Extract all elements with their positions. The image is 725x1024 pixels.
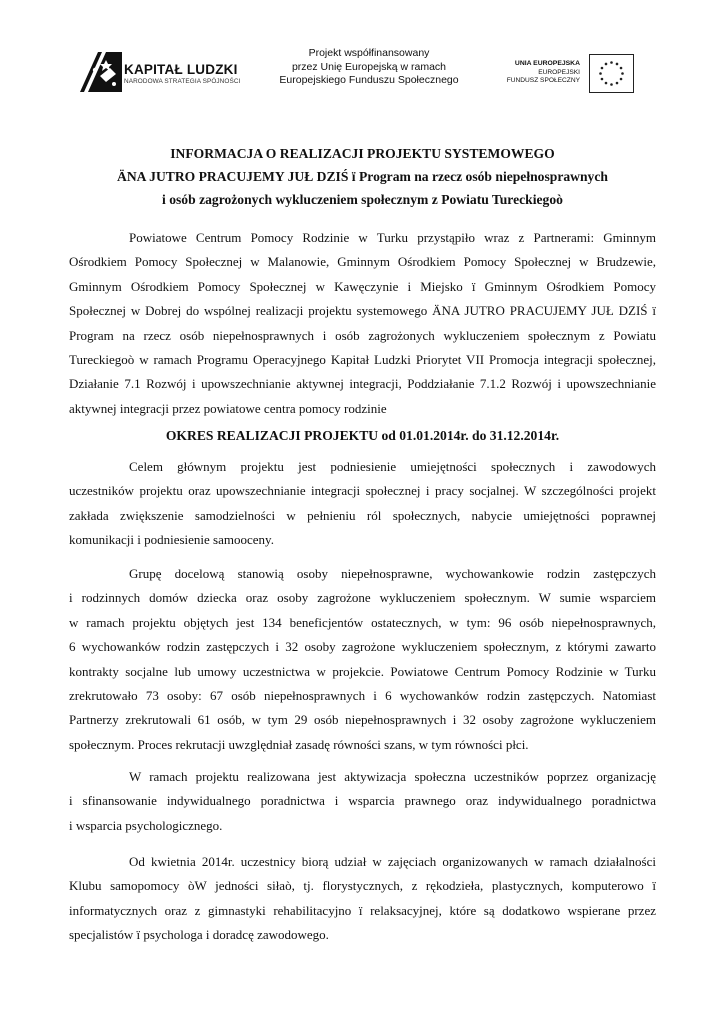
paragraph-line: specjalistów ï psychologa i doradcę zawodowego.	[69, 927, 329, 943]
eu-label-line: FUNDUSZ SPOŁECZNY	[506, 77, 580, 85]
cofinancing-line: Europejskiego Funduszu Społecznego	[279, 74, 459, 86]
paragraph-line: Partnerzy zrekrutowali 61 osób, w tym 29 osób niepełnosprawnych i 32 osoby zagrożone wykluczeniem	[69, 712, 656, 728]
eu-label-line: UNIA EUROPEJSKA	[514, 60, 580, 67]
eu-label-line: EUROPEJSKI	[538, 68, 580, 76]
project-title-continued: i osób zagrożonych wykluczeniem społecznym z Powiatu Tureckiegoò	[162, 192, 563, 207]
eu-star-icon	[601, 67, 604, 70]
paragraph-line: Klubu samopomocy òW jedności siłaò, tj. florystycznych, z rękodzieła, plastycznych, komputerowo ï	[69, 878, 656, 894]
paragraph-line: i rodzinnych domów dziecka oraz osoby zagrożone wykluczeniem społecznym. W sumie wsparciem	[69, 590, 656, 606]
kapital-ludzki-name: KAPITAŁ LUDZKI	[124, 62, 238, 77]
eu-star-icon	[605, 82, 608, 85]
paragraph-line: Działanie 7.1 Rozwój i upowszechnianie aktywnej integracji, Poddziałanie 7.1.2 Rozwój i upowszechnianie	[69, 376, 656, 392]
eu-star-icon	[616, 82, 619, 85]
eu-star-icon	[620, 67, 623, 70]
activation-paragraph	[69, 765, 656, 838]
paragraph-line: Ośrodkiem Pomocy Społecznej w Malanowie, Gminnym Ośrodkiem Pomocy Społecznej w Brudzewie,	[69, 254, 656, 270]
period-heading: OKRES REALIZACJI PROJEKTU od 01.01.2014r. do 31.12.2014r.	[165, 428, 560, 443]
paragraph-line: i wsparcia psychologicznego.	[69, 817, 223, 833]
paragraph-line: W ramach projektu realizowana jest aktywizacja społeczna uczestników poprzez organizację	[129, 769, 656, 784]
document-title: INFORMACJA O REALIZACJI PROJEKTU SYSTEMOWEGO	[170, 146, 555, 161]
paragraph-line: komunikacji i podniesienie samooceny.	[69, 532, 274, 548]
project-title: ÄNA JUTRO PRACUJEMY JUŁ DZIŚ ï Program na rzecz osób niepełnosprawnych	[117, 169, 608, 184]
paragraph-line: aktywnej integracji przez powiatowe centra pomocy rodzinie	[69, 400, 387, 416]
goal-paragraph	[69, 455, 656, 553]
eu-star-icon	[610, 61, 613, 64]
eu-star-icon	[605, 63, 608, 66]
self-help-club-paragraph	[69, 850, 656, 948]
paragraph-line: zrekrutowało 73 osoby: 67 osób niepełnosprawnych i 6 wychowanków rodzin zastępczych. Natomiast	[69, 687, 656, 703]
intro-paragraph	[69, 226, 656, 421]
paragraph-line: Tureckiegoò w ramach Programu Operacyjnego Kapitał Ludzki Priorytet VII Promocja integracji społecznej,	[69, 351, 656, 367]
eu-star-icon	[621, 72, 624, 75]
eu-star-icon	[616, 63, 619, 66]
target-group-paragraph	[69, 562, 656, 757]
kapital-ludzki-brand	[124, 62, 240, 86]
paragraph-line: uczestników projektu oraz upowszechnianie integracji społecznej i pracy socjalnej. W szczególności projekt	[69, 483, 656, 499]
eu-flag-icon	[589, 54, 634, 93]
paragraph-line: Społecznej w Dobrej do wspólnej realizacji projektu systemowego ÄNA JUTRO PRACUJEMY JUŁ DZIŚ ï	[69, 303, 656, 319]
paragraph-line: Grupę docelową stanowią osoby niepełnosprawne, wychowankowie rodzin zastępczych	[129, 566, 656, 581]
eu-fund-label	[494, 60, 580, 86]
paragraph-line: zakłada zwiększenie samodzielności w pełnieniu ról społecznych, nabycie umiejętności poprawnej	[69, 507, 656, 523]
paragraph-line: Gminnym Ośrodkiem Pomocy Społecznej w Kawęczynie i Miejsko ï Gminnym Ośrodkiem Pomocy	[69, 278, 656, 294]
paragraph-line: informatycznych oraz z gimnastyki rehabilitacyjno ï relaksacyjnej, które są dodatkowo wspierane przez	[69, 902, 656, 918]
kapital-ludzki-logo-icon	[76, 46, 126, 96]
eu-star-icon	[610, 83, 613, 86]
paragraph-line: społecznym. Proces rekrutacji uwzględniał zasadę równości szans, w tym równości płci.	[69, 736, 529, 752]
paragraph-line: 6 wychowanków rodzin zastępczych i 32 osoby zagrożone wykluczeniem społecznym, z którymi zawarto	[69, 639, 656, 655]
eu-star-icon	[601, 78, 604, 81]
eu-star-icon	[599, 72, 602, 75]
paragraph-line: Celem głównym projektu jest podniesienie umiejętności społecznych i zawodowych	[129, 459, 656, 474]
paragraph-line: kontrakty socjalne lub umowy uczestnictwa w projekcie. Powiatowe Centrum Pomocy Rodzinie w Turku	[69, 663, 656, 679]
paragraph-line: i sfinansowanie indywidualnego poradnictwa i wsparcia prawnego oraz indywidualnego poradnictwa	[69, 793, 656, 809]
page-header	[0, 0, 725, 110]
cofinancing-line: Projekt współfinansowany	[308, 47, 430, 59]
paragraph-line: Powiatowe Centrum Pomocy Rodzinie w Turku przystąpiło wraz z Partnerami: Gminnym	[129, 230, 656, 245]
kapital-ludzki-subtitle: NARODOWA STRATEGIA SPÓJNOŚCI	[124, 78, 241, 85]
paragraph-line: Od kwietnia 2014r. uczestnicy biorą udział w zajęciach organizowanych w ramach działalności	[129, 854, 656, 869]
cofinancing-note	[270, 47, 468, 88]
cofinancing-line: przez Unię Europejską w ramach	[291, 60, 447, 73]
paragraph-line: Program na rzecz osób niepełnosprawnych i osób zagrożonych wykluczeniem społecznym z Powiatu	[69, 327, 656, 343]
paragraph-line: w ramach projektu objętych jest 134 beneficjentów ostatecznych, w tym: 96 osób niepełnosprawnych,	[69, 614, 656, 630]
eu-star-icon	[620, 78, 623, 81]
